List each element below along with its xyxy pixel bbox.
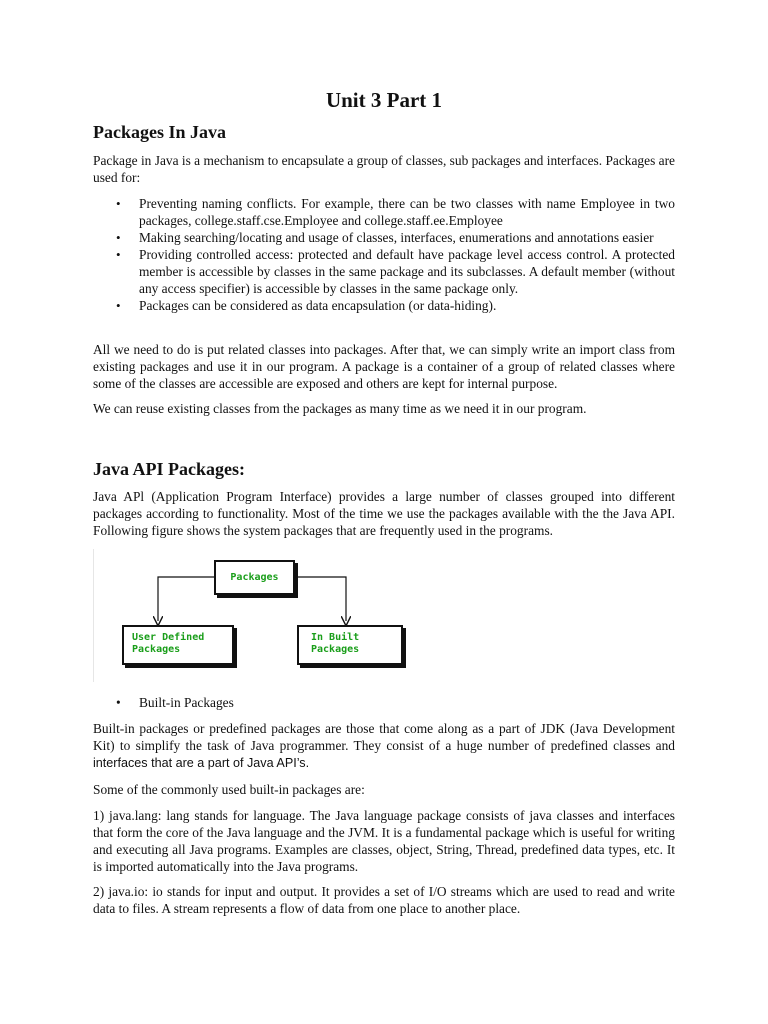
packages-reuse-paragraph: We can reuse existing classes from the packages as many time as we need it in our program.	[93, 401, 587, 416]
packages-uses-list	[93, 195, 675, 314]
user-defined-label-line1: User Defined	[132, 632, 205, 643]
bullet-icon: •	[116, 196, 121, 211]
list-item-text: Making searching/locating and usage of classes, interfaces, enumerations and annotations easier	[139, 230, 654, 245]
java-lang-paragraph: 1) java.lang: lang stands for language. The Java language package consists of java classes and interfaces that form the core of the Java language and the JVM. It is a fundamental package which is useful for writing and executing all Java programs. Examples are classes, object, String, Thread, predefined data types, etc. It is imported automatically into the Java programs.	[93, 808, 675, 874]
builtin-paragraph-main-text: Built-in packages or predefined packages are those that come along as a part of JDK (Java Development Kit) to simplify the task of Java programmer. They consist of a huge number of predefined classes and	[93, 721, 675, 753]
bullet-icon: •	[116, 247, 121, 262]
list-item	[93, 246, 675, 297]
document-title: Unit 3 Part 1	[325, 88, 443, 112]
section-heading-packages-in-java: Packages In Java	[93, 122, 227, 142]
user-defined-label-line2: Packages	[132, 644, 181, 655]
list-item	[93, 195, 675, 229]
list-item-text: Preventing naming conflicts. For example, there can be two classes with name Employee in two packages, college.staff.cse.Employee and college.staff.ee.Employee	[139, 196, 675, 228]
list-item	[93, 297, 675, 314]
list-item	[93, 229, 675, 246]
list-item-text: Packages can be considered as data encapsulation (or data-hiding).	[139, 298, 497, 313]
bullet-icon: •	[116, 298, 121, 313]
packages-diagram	[93, 549, 424, 682]
user-defined-packages-box	[122, 625, 234, 665]
bullet-icon: •	[116, 695, 121, 710]
java-api-intro-paragraph: Java APl (Application Program Interface) provides a large number of classes grouped into different packages according to functionality. Most of the time we use the packages available with the the Java API. Following figure shows the system packages that are frequently used in the programs.	[93, 489, 675, 538]
common-packages-intro: Some of the commonly used built-in packages are:	[93, 782, 365, 797]
in-built-label-line2: Packages	[311, 644, 360, 655]
packages-container-paragraph: All we need to do is put related classes into packages. After that, we can simply write an import class from existing packages and use it in our program. A package is a container of a group of related classes where some of the classes are accessible are exposed and others are kept for internal purpose.	[93, 342, 675, 391]
packages-root-label: Packages	[230, 572, 279, 583]
builtin-packages-paragraph	[93, 720, 675, 772]
builtin-paragraph-tail-text: interfaces that are a part of Java API’s.	[93, 756, 310, 770]
bullet-icon: •	[116, 230, 121, 245]
section-heading-java-api-packages: Java API Packages:	[93, 459, 245, 479]
packages-intro-paragraph: Package in Java is a mechanism to encapsulate a group of classes, sub packages and interfaces. Packages are used for:	[93, 153, 675, 185]
connector-to-user-defined	[158, 577, 214, 621]
in-built-packages-box	[297, 625, 403, 665]
java-io-paragraph: 2) java.io: io stands for input and output. It provides a set of I/O streams which are used to read and write data to files. A stream represents a flow of data from one place to another place.	[93, 884, 675, 916]
list-item-text: Providing controlled access: protected and default have package level access control. A protected member is accessible by classes in the same package and its subclasses. A default member (without any access specifier) is accessible by classes in the same package only.	[139, 247, 675, 296]
connector-to-in-built	[295, 577, 346, 621]
builtin-packages-label: Built-in Packages	[139, 695, 234, 710]
in-built-label-line1: In Built	[311, 632, 360, 643]
packages-root-box	[214, 560, 295, 595]
